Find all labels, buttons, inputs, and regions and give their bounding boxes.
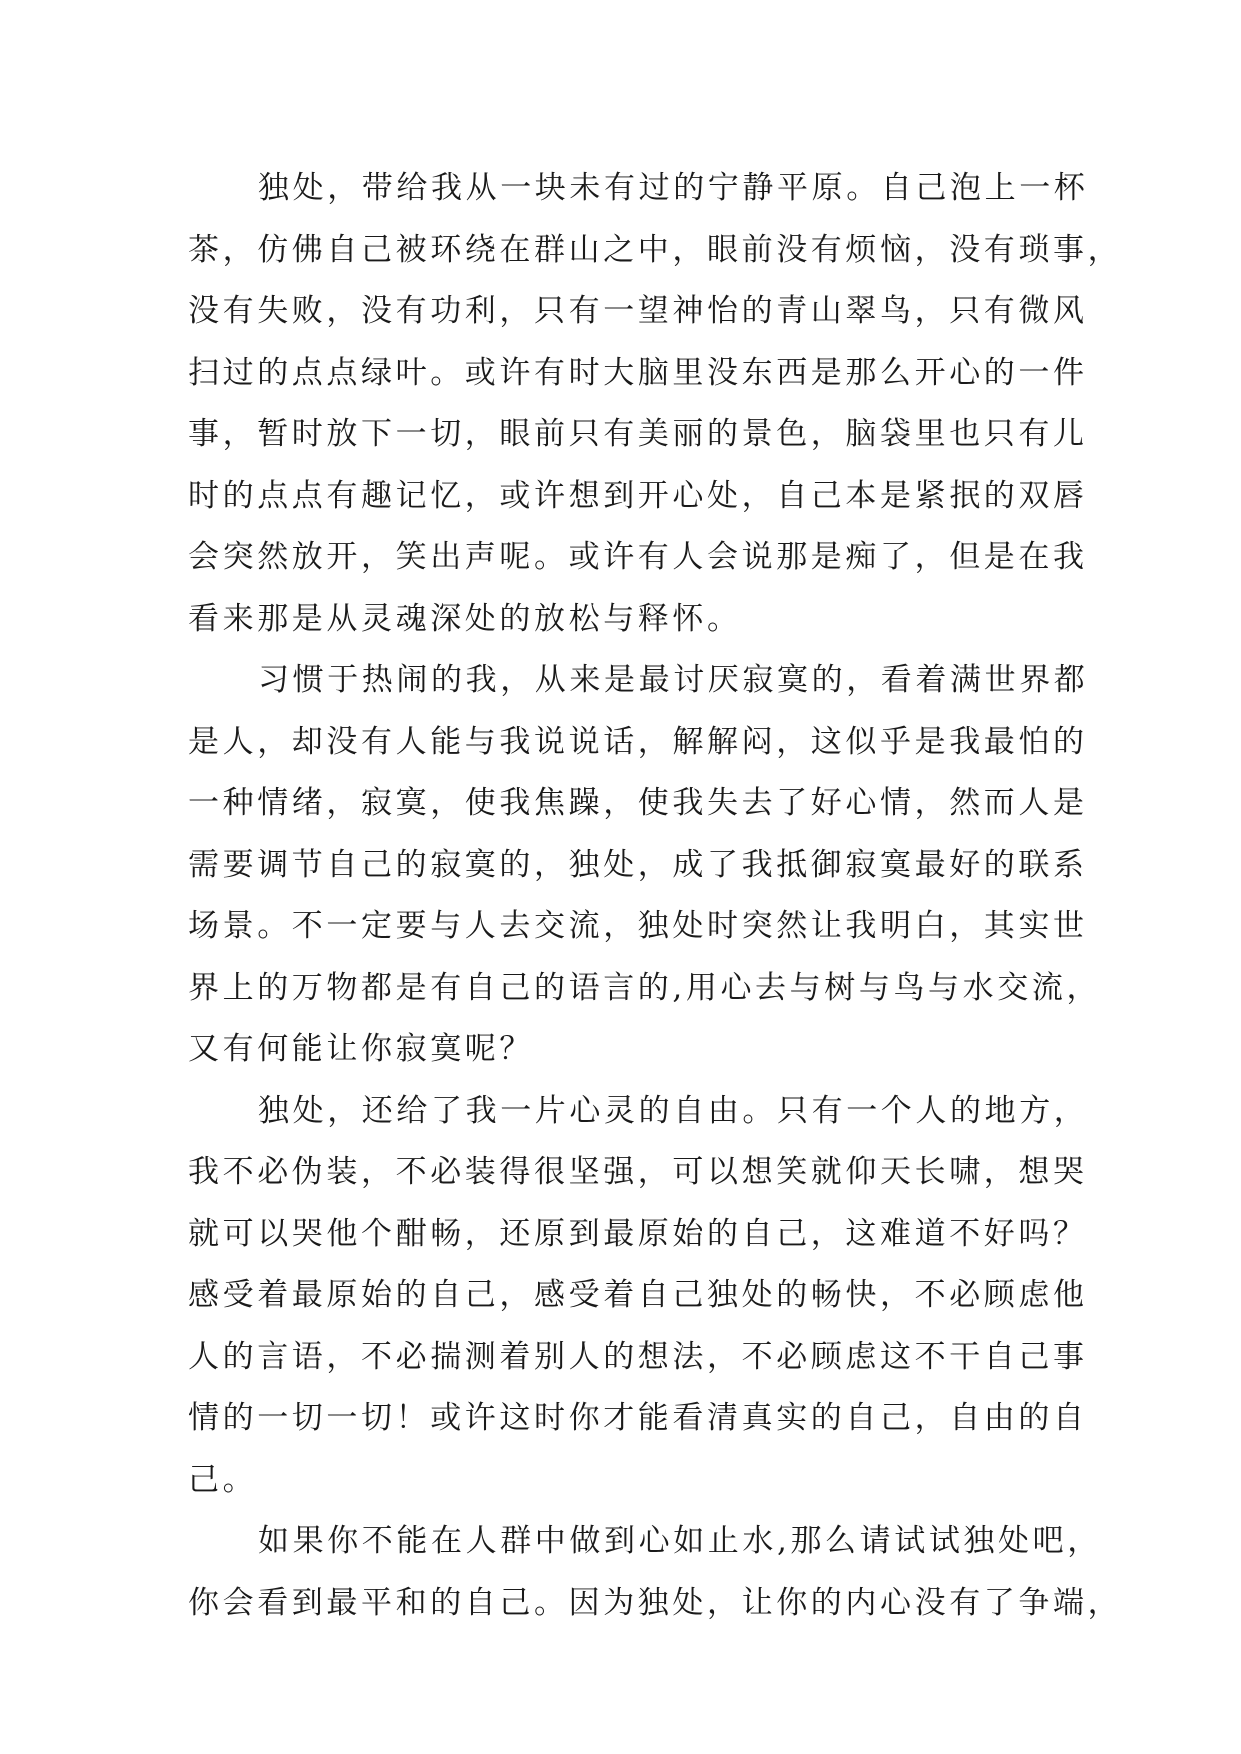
text-line: 我不必伪装，不必装得很坚强，可以想笑就仰天长啸，想哭 bbox=[188, 1154, 1088, 1190]
text-line: 看来那是从灵魂深处的放松与释怀。 bbox=[188, 600, 742, 637]
text-line: 又有何能让你寂寞呢？ bbox=[188, 1031, 534, 1067]
text-line: 是人，却没有人能与我说说话，解解闷，这似乎是我最怕的 bbox=[188, 723, 1088, 760]
text-line: 习惯于热闹的我，从来是最讨厌寂寞的，看着满世界都 bbox=[258, 662, 1089, 698]
body-text bbox=[188, 158, 1123, 1634]
text-line: 人的言语，不必揣测着别人的想法，不必顾虑这不干自己事 bbox=[188, 1338, 1088, 1375]
paragraph-4 bbox=[188, 1511, 1123, 1634]
text-line: 己。 bbox=[188, 1461, 258, 1498]
text-line: 界上的万物都是有自己的语言的,用心去与树与鸟与水交流， bbox=[188, 969, 1102, 1006]
text-line: 事，暂时放下一切，眼前只有美丽的景色，脑袋里也只有儿 bbox=[188, 416, 1088, 452]
text-line: 情的一切一切！或许这时你才能看清真实的自己，自由的自 bbox=[188, 1400, 1088, 1436]
paragraph-2 bbox=[188, 650, 1102, 1081]
text-line: 如果你不能在人群中做到心如止水,那么请试试独处吧， bbox=[258, 1523, 1102, 1559]
paragraph-1 bbox=[188, 158, 1123, 650]
paragraph-3 bbox=[188, 1081, 1089, 1512]
text-line: 独处，还给了我一片心灵的自由。只有一个人的地方， bbox=[258, 1092, 1089, 1129]
text-line: 场景。不一定要与人去交流，独处时突然让我明白，其实世 bbox=[188, 908, 1088, 944]
text-line: 你会看到最平和的自己。因为独处，让你的内心没有了争端， bbox=[188, 1584, 1123, 1621]
text-line: 独处，带给我从一块未有过的宁静平原。自己泡上一杯 bbox=[258, 170, 1089, 206]
text-line: 会突然放开，笑出声呢。或许有人会说那是痴了，但是在我 bbox=[188, 539, 1088, 575]
text-line: 扫过的点点绿叶。或许有时大脑里没东西是那么开心的一件 bbox=[188, 354, 1088, 391]
text-line: 时的点点有趣记忆，或许想到开心处，自己本是紧抿的双唇 bbox=[188, 477, 1088, 514]
text-line: 茶，仿佛自己被环绕在群山之中，眼前没有烦恼，没有琐事， bbox=[188, 231, 1123, 268]
text-line: 没有失败，没有功利，只有一望神怡的青山翠鸟，只有微风 bbox=[188, 293, 1088, 329]
text-line: 一种情绪，寂寞，使我焦躁，使我失去了好心情，然而人是 bbox=[188, 785, 1088, 821]
text-line: 感受着最原始的自己，感受着自己独处的畅快，不必顾虑他 bbox=[188, 1277, 1088, 1313]
text-line: 就可以哭他个酣畅，还原到最原始的自己，这难道不好吗？ bbox=[188, 1215, 1088, 1252]
text-line: 需要调节自己的寂寞的，独处，成了我抵御寂寞最好的联系 bbox=[188, 846, 1088, 883]
